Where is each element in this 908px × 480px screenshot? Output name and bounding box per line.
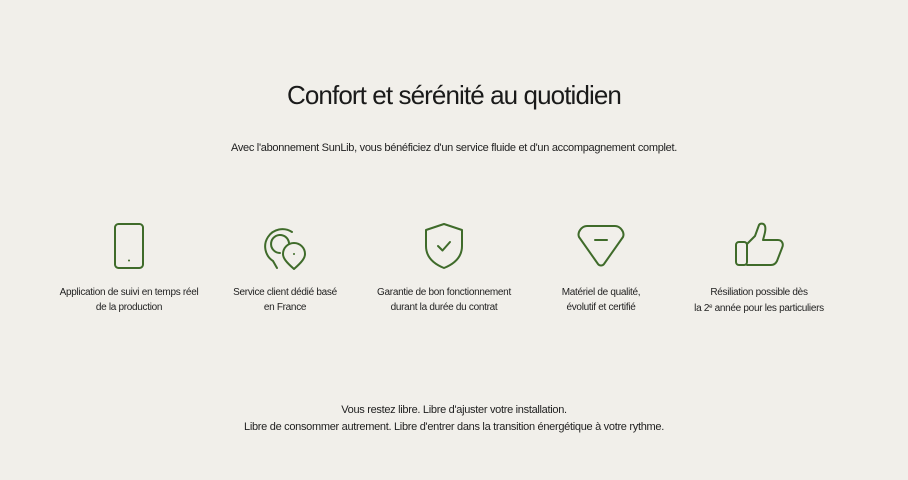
feature-equipment-quality — [516, 220, 686, 315]
diamond-icon — [575, 220, 627, 272]
feature-customer-service — [200, 220, 370, 315]
chat-location-icon — [259, 220, 311, 272]
features-row — [0, 220, 908, 320]
feature-label: Service client dédié basé en France — [233, 287, 337, 313]
feature-label: Garantie de bon fonctionnement durant la durée du contrat — [377, 287, 511, 313]
feature-label: Résiliation possible dès la 2e année pour les particuliers — [694, 287, 824, 314]
closing-statement — [0, 402, 908, 436]
smartphone-icon — [103, 220, 155, 272]
feature-label: Application de suivi en temps réel de la production — [59, 287, 199, 313]
page-title: Confort et sérénité au quotidien — [287, 80, 621, 110]
section-subtitle: Avec l'abonnement SunLib, vous bénéficiez d'un service fluide et d'un accompagnement complet. — [231, 142, 677, 154]
feature-termination — [674, 220, 844, 316]
thumbs-up-icon — [733, 220, 785, 272]
shield-check-icon — [418, 220, 470, 272]
feature-warranty — [359, 220, 529, 315]
feature-label: Matériel de qualité, évolutif et certifié — [561, 287, 641, 313]
feature-app-tracking — [44, 220, 214, 315]
closing-line-1: Vous restez libre. Libre d'ajuster votre installation. — [341, 404, 567, 416]
closing-line-2: Libre de consommer autrement. Libre d'entrer dans la transition énergétique à votre rythme. — [244, 421, 664, 433]
